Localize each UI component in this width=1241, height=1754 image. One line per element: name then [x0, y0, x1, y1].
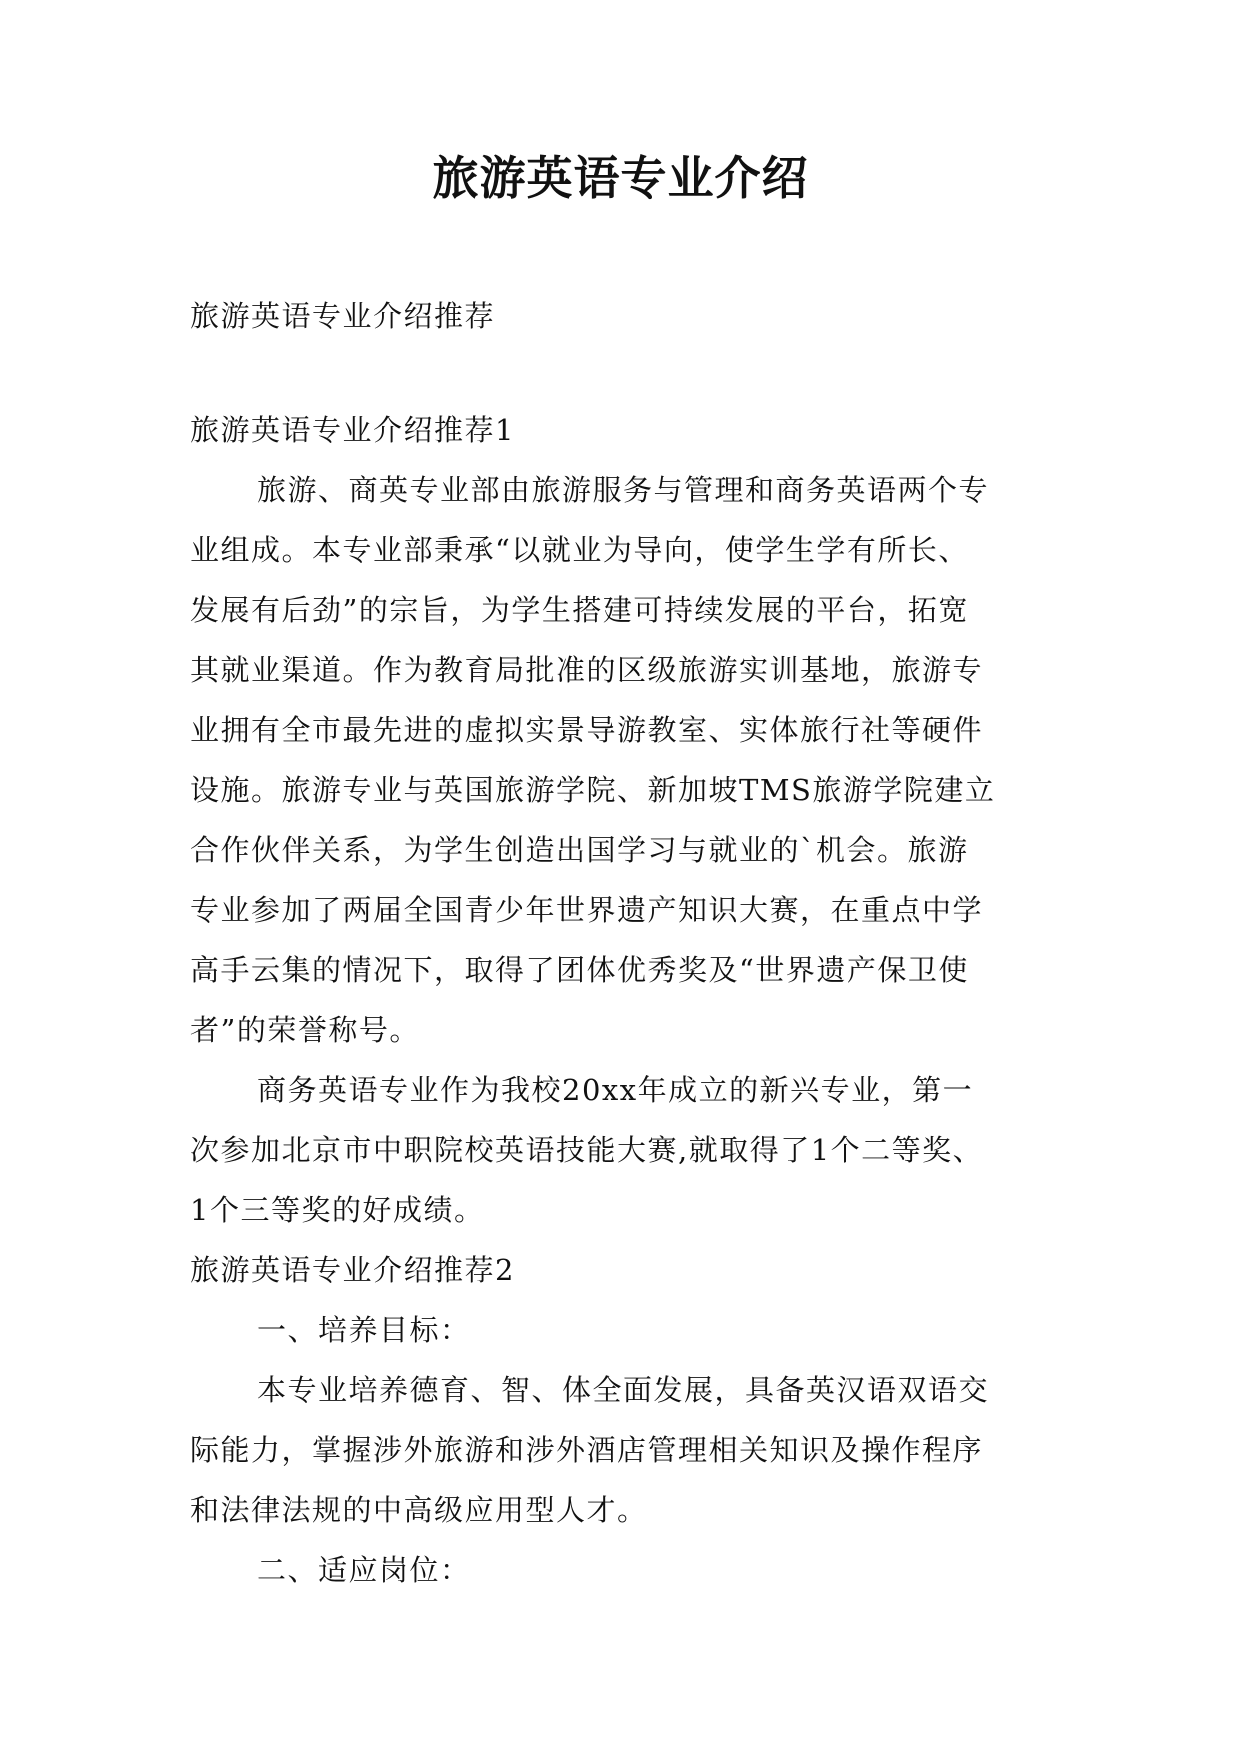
paragraph-line: 1个三等奖的好成绩。: [190, 1193, 485, 1227]
paragraph-line: 本专业培养德育、智、体全面发展，具备英汉语双语交: [257, 1373, 990, 1407]
section2-heading: 旅游英语专业介绍推荐2: [190, 1253, 515, 1287]
paragraph-line: 和法律法规的中高级应用型人才。: [190, 1493, 648, 1527]
paragraph-line: 其就业渠道。作为教育局批准的区级旅游实训基地，旅游专: [190, 653, 984, 687]
item1-heading: 一、培养目标：: [257, 1313, 471, 1347]
paragraph-line: 业组成。本专业部秉承“以就业为导向，使学生学有所长、: [190, 533, 969, 567]
paragraph-line: 旅游、商英专业部由旅游服务与管理和商务英语两个专: [257, 473, 990, 507]
paragraph-line: 商务英语专业作为我校20xx年成立的新兴专业，第一: [257, 1073, 974, 1107]
paragraph-line: 合作伙伴关系，为学生创造出国学习与就业的`机会。旅游: [190, 833, 969, 867]
document-title: 旅游英语专业介绍: [432, 151, 809, 205]
paragraph-line: 次参加北京市中职院校英语技能大赛,就取得了1个二等奖、: [190, 1133, 984, 1167]
paragraph-line: 高手云集的情况下，取得了团体优秀奖及“世界遗产保卫使: [190, 953, 969, 987]
paragraph-line: 际能力，掌握涉外旅游和涉外酒店管理相关知识及操作程序: [190, 1433, 984, 1467]
paragraph-line: 者”的荣誉称号。: [190, 1013, 420, 1047]
paragraph-line: 发展有后劲”的宗旨，为学生搭建可持续发展的平台，拓宽: [190, 593, 969, 627]
subtitle: 旅游英语专业介绍推荐: [190, 299, 496, 333]
paragraph-line: 设施。旅游专业与英国旅游学院、新加坡TMS旅游学院建立: [190, 773, 996, 807]
paragraph-line: 业拥有全市最先进的虚拟实景导游教室、实体旅行社等硬件: [190, 713, 984, 747]
paragraph-line: 专业参加了两届全国青少年世界遗产知识大赛，在重点中学: [190, 893, 984, 927]
section1-heading: 旅游英语专业介绍推荐1: [190, 413, 515, 447]
item2-heading: 二、适应岗位：: [257, 1553, 471, 1587]
